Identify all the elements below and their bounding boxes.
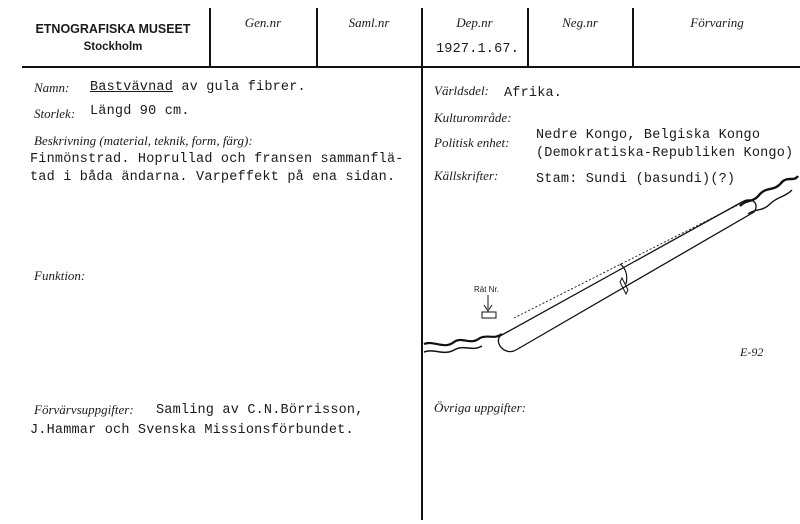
saml-nr-label: Saml.nr xyxy=(348,15,390,30)
museum-city: Stockholm xyxy=(83,41,143,53)
kallskrifter-value: Stam: Sundi (basundi)(?) xyxy=(536,172,736,187)
politisk-line-2: (Demokratiska-Republiken Kongo) xyxy=(536,146,794,161)
politisk-label: Politisk enhet: xyxy=(434,135,510,150)
gen-nr-label: Gen.nr xyxy=(244,15,282,30)
beskrivning-label: Beskrivning (material, teknik, form, färg): xyxy=(34,133,253,148)
neg-nr-label: Neg.nr xyxy=(562,15,598,30)
sketch-right-fringe xyxy=(740,176,798,206)
varldsdel-value: Afrika. xyxy=(504,86,563,101)
namn-value-rest: av gula fibrer. xyxy=(173,80,306,95)
museum-block xyxy=(18,20,208,56)
beskrivning-line-2: tad i båda ändarna. Varpeffekt på ena sidan. xyxy=(30,170,396,185)
museum-name: ETNOGRAFISKA MUSEET xyxy=(35,22,191,36)
namn-value-underlined: Bastvävnad xyxy=(90,80,174,95)
forvaring-label: Förvaring xyxy=(690,15,744,30)
sketch-left-fringe xyxy=(424,334,502,345)
forvarv-line-2: J.Hammar och Svenska Missionsförbundet. xyxy=(30,423,354,438)
sketch-roll-inner xyxy=(514,204,740,318)
forvarv-label: Förvärvsuppgifter: xyxy=(34,402,134,417)
namn-label: Namn: xyxy=(34,80,70,95)
varldsdel-label: Världsdel: xyxy=(434,83,489,98)
storlek-label: Storlek: xyxy=(34,106,76,121)
sketch-tag-label: Rät Nr. xyxy=(474,285,499,294)
kallskrifter-label: Källskrifter: xyxy=(434,168,499,183)
dep-nr-label: Dep.nr xyxy=(456,15,493,30)
sketch-number: E-92 xyxy=(740,345,764,359)
politisk-line-1: Nedre Kongo, Belgiska Kongo xyxy=(536,128,761,143)
dep-nr-value: 1927.1.67. xyxy=(436,42,520,57)
namn-value xyxy=(90,80,306,95)
forvarv-line-1: Samling av C.N.Börrisson, xyxy=(156,403,364,418)
storlek-value: Längd 90 cm. xyxy=(90,104,190,119)
sketch-left-fringe-2 xyxy=(424,346,482,352)
ovriga-label: Övriga uppgifter: xyxy=(434,400,527,415)
header-bottom-rule xyxy=(22,66,800,68)
beskrivning-line-1: Finmönstrad. Hoprullad och fransen sammanflä- xyxy=(30,152,404,167)
kulturomrade-label: Kulturområde: xyxy=(434,110,512,125)
sketch-label-tag xyxy=(482,312,496,318)
funktion-label: Funktion: xyxy=(34,268,86,283)
